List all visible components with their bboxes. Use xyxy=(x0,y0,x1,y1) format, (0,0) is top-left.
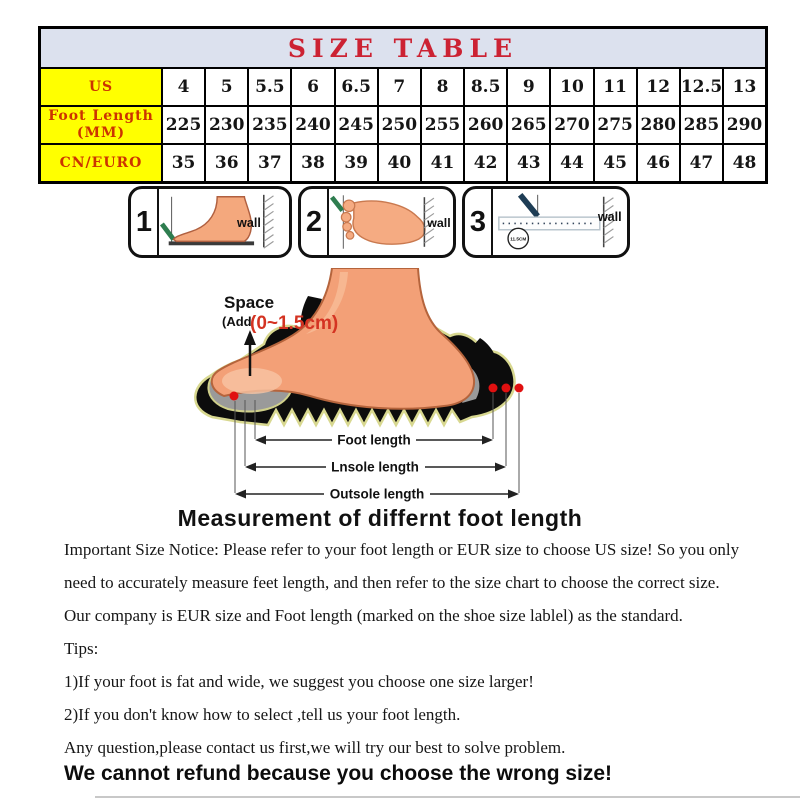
row-label: Foot Length (MM) xyxy=(40,106,162,144)
size-cell: 5.5 xyxy=(248,68,291,106)
size-table-row xyxy=(40,144,767,183)
size-cell: 6.5 xyxy=(335,68,378,106)
notice-line: Any question,please contact us first,we will try our best to solve problem. xyxy=(64,738,566,757)
size-table-title: SIZE TABLE xyxy=(40,28,767,69)
big-toe xyxy=(343,200,354,211)
size-cell: 10 xyxy=(550,68,593,106)
foot-highlight xyxy=(222,368,282,394)
size-cell: 11 xyxy=(594,68,637,106)
foot-length-diagram xyxy=(180,268,620,508)
size-cell: 12.5 xyxy=(680,68,723,106)
size-cell: 4 xyxy=(162,68,205,106)
toe-marker-dot xyxy=(230,392,239,401)
foot-length-arrow xyxy=(255,433,493,448)
measure-step-1 xyxy=(128,186,292,258)
size-cell: 235 xyxy=(248,106,291,144)
toe xyxy=(346,232,354,240)
outsole-length-arrow xyxy=(235,487,519,502)
measure-steps xyxy=(128,186,630,258)
size-cell: 38 xyxy=(291,144,334,183)
size-cell: 48 xyxy=(723,144,767,183)
size-cell: 230 xyxy=(205,106,248,144)
size-cell: 240 xyxy=(291,106,334,144)
heel-marker-dot xyxy=(502,384,511,393)
size-cell: 7 xyxy=(378,68,421,106)
notice-line: Tips: xyxy=(64,639,99,658)
size-table-row xyxy=(40,68,767,106)
size-cell: 260 xyxy=(464,106,507,144)
size-cell: 265 xyxy=(507,106,550,144)
step-number: 1 xyxy=(131,189,159,255)
space-range-label: (0~1.5cm) xyxy=(250,313,339,334)
foot-top-shape xyxy=(353,201,425,244)
step-2-illustration xyxy=(329,189,453,255)
size-cell: 5 xyxy=(205,68,248,106)
step-number: 3 xyxy=(465,189,493,255)
insole-length-arrow xyxy=(245,460,506,475)
size-cell: 44 xyxy=(550,144,593,183)
heel-marker-dot xyxy=(489,384,498,393)
size-cell: 245 xyxy=(335,106,378,144)
step-number: 2 xyxy=(301,189,329,255)
wall-hatch-icon xyxy=(264,196,274,248)
step-1-illustration xyxy=(159,189,289,255)
pencil-icon xyxy=(332,197,342,210)
wall-label: wall xyxy=(427,215,451,230)
size-cell: 8 xyxy=(421,68,464,106)
size-cell: 8.5 xyxy=(464,68,507,106)
wall-label: wall xyxy=(237,215,261,230)
size-cell: 250 xyxy=(378,106,421,144)
refund-warning: We cannot refund because you choose the wrong size! xyxy=(64,762,613,785)
size-cell: 255 xyxy=(421,106,464,144)
toe xyxy=(341,212,351,222)
size-cell: 39 xyxy=(335,144,378,183)
row-label: US xyxy=(40,68,162,106)
size-table-body xyxy=(40,68,767,183)
size-cell: 41 xyxy=(421,144,464,183)
size-cell: 275 xyxy=(594,106,637,144)
size-cell: 12 xyxy=(637,68,680,106)
ruler-length-label: 11.5CM xyxy=(510,236,527,242)
foot-length-label: Foot length xyxy=(337,432,411,448)
size-cell: 40 xyxy=(378,144,421,183)
size-cell: 225 xyxy=(162,106,205,144)
outsole-length-label: Outsole length xyxy=(329,486,425,502)
notice-line: Our company is EUR size and Foot length (marked on the shoe size lablel) as the standard. xyxy=(64,606,683,625)
foot-top-measure-icon xyxy=(329,189,453,255)
bottom-divider xyxy=(95,796,800,798)
size-cell: 46 xyxy=(637,144,680,183)
notice-line: 2)If you don't know how to select ,tell us your foot length. xyxy=(64,705,461,724)
size-cell: 42 xyxy=(464,144,507,183)
pencil-icon xyxy=(520,195,537,216)
insole-length-label: Lnsole length xyxy=(331,459,419,475)
space-label: Space xyxy=(224,293,275,312)
heel-marker-dot xyxy=(515,384,524,393)
foot-side-measure-icon xyxy=(159,189,289,255)
toe xyxy=(343,222,352,231)
size-table-row xyxy=(40,106,767,144)
notice-line: Important Size Notice: Please refer to your foot length or EUR size to choose US size! So you only xyxy=(64,540,740,559)
size-cell: 36 xyxy=(205,144,248,183)
size-cell: 47 xyxy=(680,144,723,183)
size-cell: 13 xyxy=(723,68,767,106)
size-cell: 45 xyxy=(594,144,637,183)
add-label: (Add xyxy=(222,314,252,329)
measure-step-3 xyxy=(462,186,630,258)
size-cell: 280 xyxy=(637,106,680,144)
size-cell: 6 xyxy=(291,68,334,106)
step-3-illustration xyxy=(493,189,627,255)
notice-line: need to accurately measure feet length, and then refer to the size chart to choose the correct size. xyxy=(64,573,720,592)
row-label: CN/EURO xyxy=(40,144,162,183)
size-cell: 9 xyxy=(507,68,550,106)
size-table xyxy=(38,26,768,184)
size-notice xyxy=(64,540,780,771)
size-cell: 270 xyxy=(550,106,593,144)
size-cell: 37 xyxy=(248,144,291,183)
size-cell: 35 xyxy=(162,144,205,183)
diagram-caption: Measurement of differnt foot length xyxy=(177,505,583,531)
wall-label: wall xyxy=(597,210,622,225)
notice-line: 1)If your foot is fat and wide, we suggest you choose one size larger! xyxy=(64,672,534,691)
measure-step-2 xyxy=(298,186,456,258)
size-cell: 285 xyxy=(680,106,723,144)
size-table-title-row xyxy=(40,28,767,69)
size-cell: 290 xyxy=(723,106,767,144)
ruler-measure-icon xyxy=(493,189,627,255)
size-cell: 43 xyxy=(507,144,550,183)
